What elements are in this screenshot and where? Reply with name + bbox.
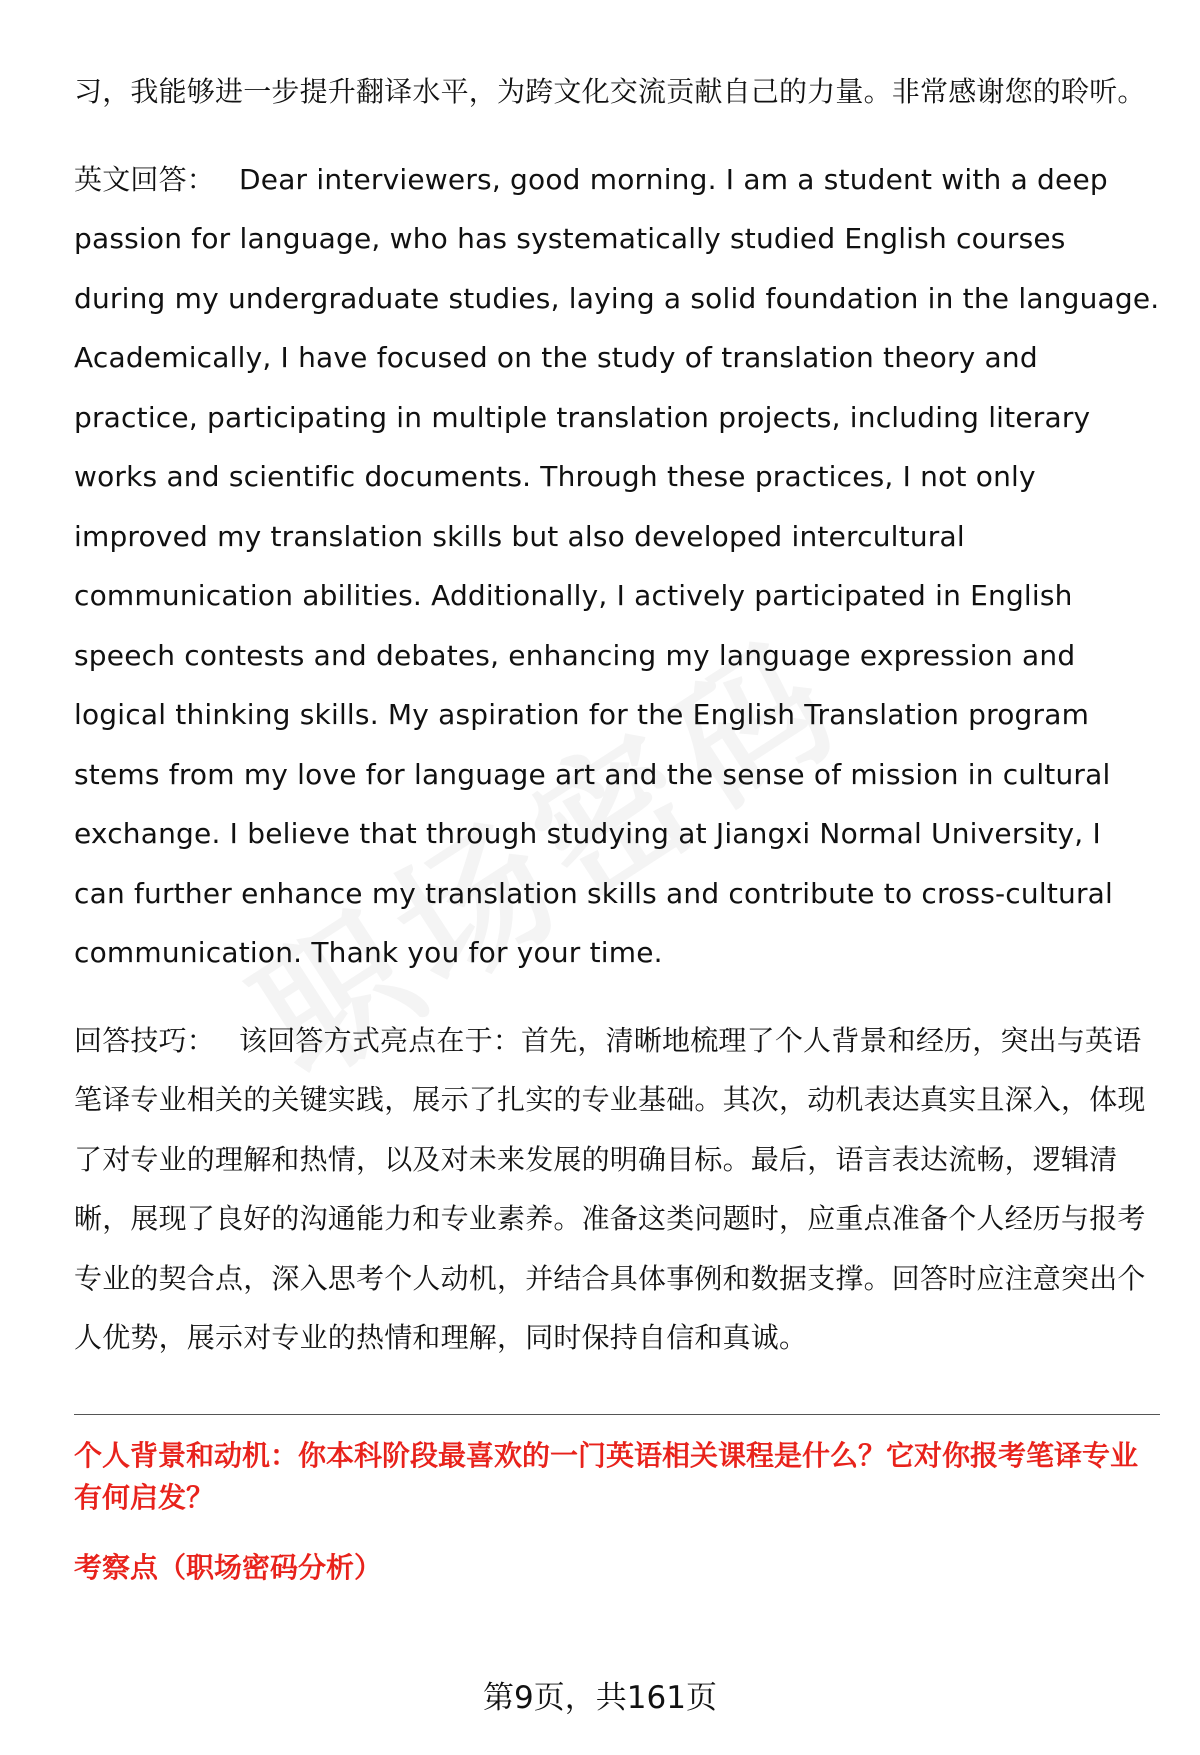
english-answer-label: 英文回答： [74,162,216,196]
tips-label: 回答技巧： [74,1023,216,1057]
english-answer-paragraph [74,150,1160,983]
tips-paragraph [74,1011,1160,1368]
english-answer-text: Dear interviewers, good morning. I am a student with a deep passion for language, who has systematically studied English courses during my undergraduate studies, laying a solid foundation in the language. Academically, I have focused on the study of translation theory and practice, participating in multiple translation projects, including literary works and scientific documents. Through these practices, I not only improved my translation skills but also developed intercultural communication abilities. Additionally, I actively participated in English speech contests and debates, enhancing my language expression and logical thinking skills. My aspiration for the English Translation program stems from my love for language art and the sense of mission in cultural exchange. I believe that through studying at Jiangxi Normal University, I can further enhance my translation skills and contribute to cross-cultural communication. Thank you for your time. [74,162,1160,969]
question-subheading: 考察点（职场密码分析） [74,1550,383,1584]
question-heading: 个人背景和动机：你本科阶段最喜欢的一门英语相关课程是什么？它对你报考笔译专业有何启发？ [74,1438,1139,1514]
document-body [74,62,1160,1589]
section-divider [74,1414,1160,1415]
intro-tail-paragraph: 习，我能够进一步提升翻译水平，为跨文化交流贡献自己的力量。非常感谢您的聆听。 [74,75,1146,108]
tips-text: 该回答方式亮点在于：首先，清晰地梳理了个人背景和经历，突出与英语笔译专业相关的关键实践，展示了扎实的专业基础。其次，动机表达真实且深入，体现了对专业的理解和热情，以及对未来发展的明确目标。最后，语言表达流畅，逻辑清晰，展现了良好的沟通能力和专业素养。准备这类问题时，应重点准备个人经历与报考专业的契合点，深入思考个人动机，并结合具体事例和数据支撑。回答时应注意突出个人优势，展示对专业的热情和理解，同时保持自信和真诚。 [74,1023,1146,1354]
page-number: 第9页，共161页 [483,1680,717,1716]
